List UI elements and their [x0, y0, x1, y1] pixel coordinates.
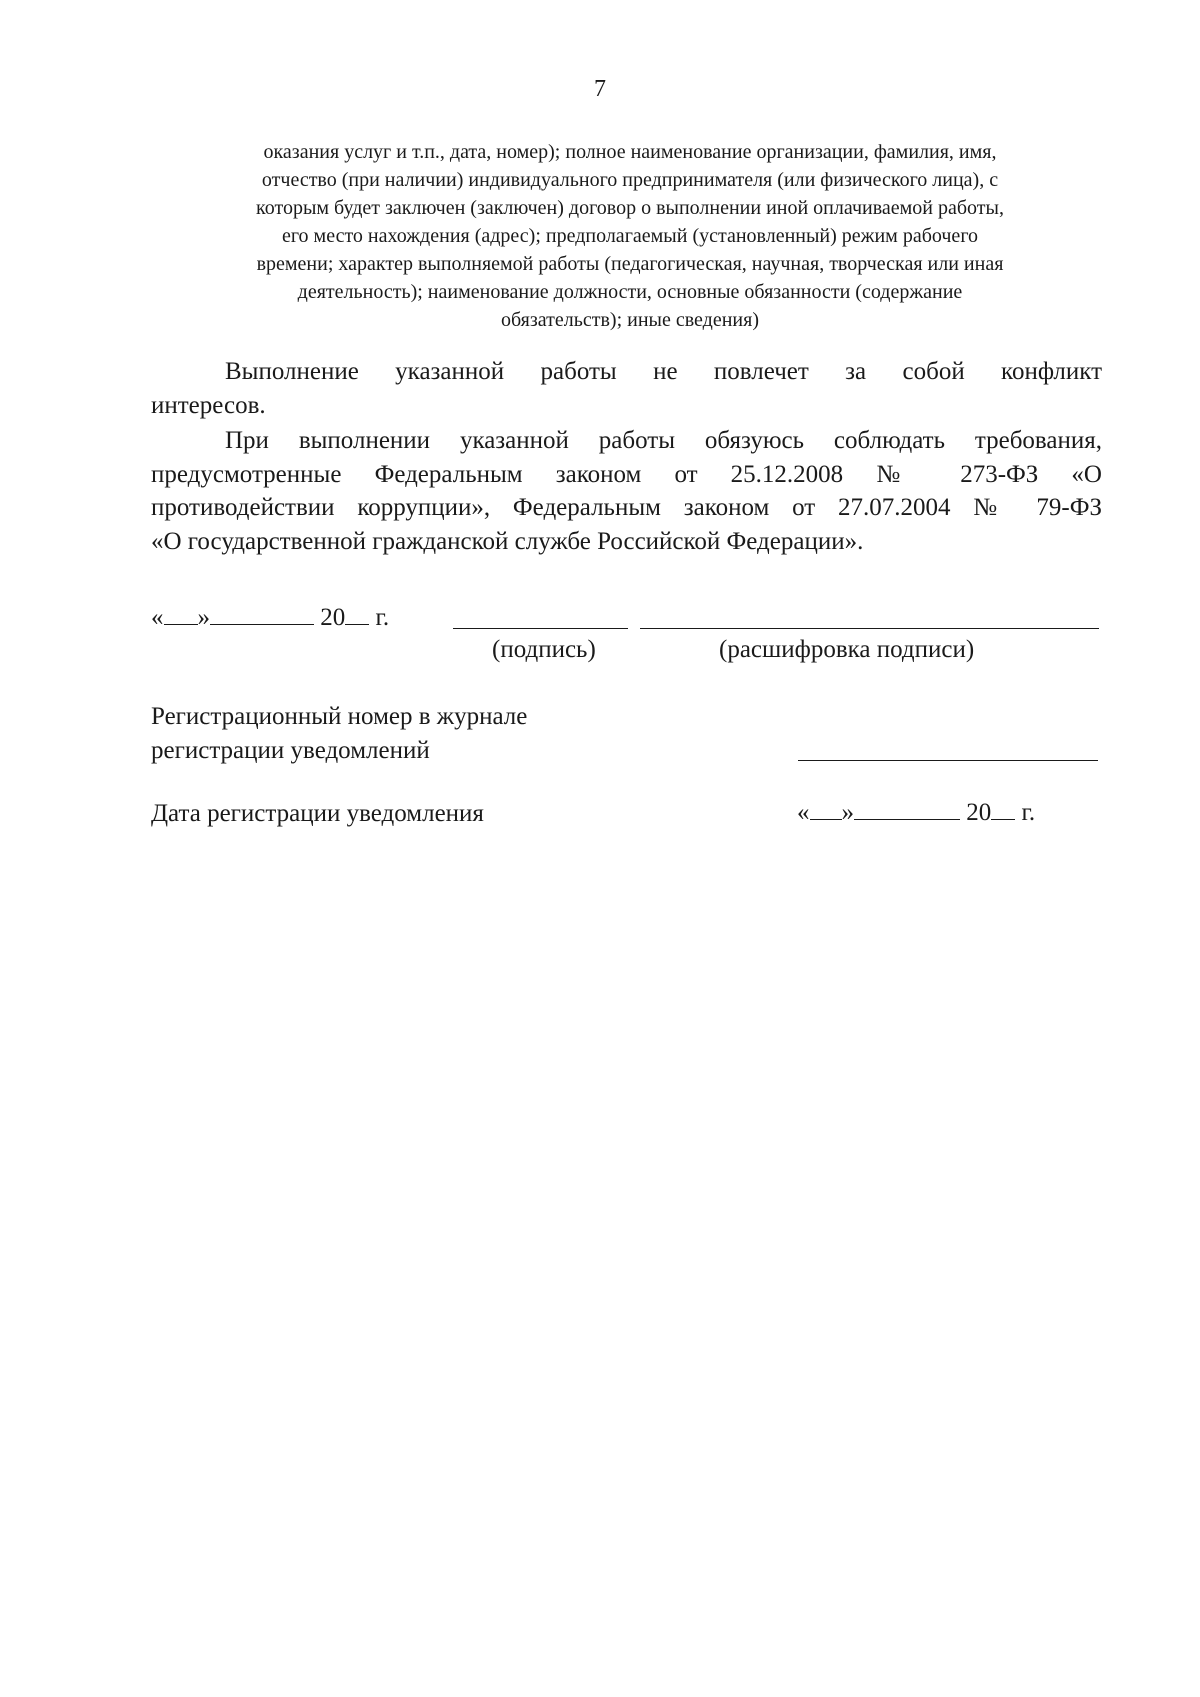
- footnote-line: деятельность); наименование должности, основные обязанности (содержание: [297, 281, 963, 303]
- paragraph-line: противодействии коррупции», Федеральным законом от 27.07.2004 № 79-ФЗ: [151, 494, 1102, 521]
- page-number: 7: [594, 76, 606, 102]
- signature-caption: (подпись): [492, 636, 596, 663]
- footnote-line: обязательств); иные сведения): [501, 309, 759, 331]
- registration-number-label-line: регистрации уведомлений: [151, 736, 430, 764]
- signature-decode-line[interactable]: [640, 628, 1099, 629]
- footnote-block: [160, 138, 1100, 334]
- month-blank[interactable]: [210, 604, 314, 625]
- paragraph-line: При выполнении указанной работы обязуюсь соблюдать требования,: [225, 427, 1102, 454]
- footnote-line: времени; характер выполняемой работы (педагогическая, научная, творческая или иная: [256, 253, 1004, 275]
- paragraph-line: интересов.: [151, 391, 266, 419]
- year-blank[interactable]: [991, 799, 1015, 820]
- year-suffix: г.: [1015, 799, 1036, 826]
- month-blank[interactable]: [854, 799, 960, 820]
- compliance-paragraph: [151, 424, 1102, 558]
- paragraph-line: Выполнение указанной работы не повлечет за собой конфликт: [225, 358, 1102, 385]
- footnote-line: оказания услуг и т.п., дата, номер); полное наименование организации, фамилия, имя,: [263, 141, 997, 163]
- year-blank[interactable]: [345, 604, 369, 625]
- year-suffix: г.: [369, 604, 390, 631]
- close-quote: »: [197, 604, 210, 631]
- year-prefix: 20: [320, 604, 346, 631]
- footnote-line: которым будет заключен (заключен) договор о выполнении иной оплачиваемой работы,: [256, 197, 1004, 219]
- footnote-line: его место нахождения (адрес); предполагаемый (установленный) режим рабочего: [281, 225, 979, 247]
- open-quote: «: [797, 799, 810, 826]
- day-blank[interactable]: [164, 604, 198, 625]
- registration-number-blank[interactable]: [798, 760, 1098, 761]
- open-quote: «: [151, 604, 164, 631]
- signature-decode-caption: (расшифровка подписи): [719, 636, 975, 663]
- year-prefix: 20: [966, 799, 992, 826]
- registration-number-label-line: Регистрационный номер в журнале: [151, 703, 528, 730]
- signing-date-field: [151, 604, 389, 632]
- paragraph-line: «О государственной гражданской службе Российской Федерации».: [151, 527, 864, 555]
- no-conflict-paragraph: [151, 355, 1102, 422]
- registration-date-label: Дата регистрации уведомления: [151, 800, 484, 827]
- registration-date-field: [797, 799, 1035, 827]
- close-quote: »: [841, 799, 854, 826]
- signature-line[interactable]: [453, 628, 628, 629]
- day-blank[interactable]: [810, 799, 842, 820]
- footnote-line: отчество (при наличии) индивидуального предпринимателя (или физического лица), с: [261, 169, 999, 191]
- paragraph-line: предусмотренные Федеральным законом от 25.12.2008 № 273-ФЗ «О: [151, 460, 1102, 488]
- registration-number-label: [151, 700, 527, 767]
